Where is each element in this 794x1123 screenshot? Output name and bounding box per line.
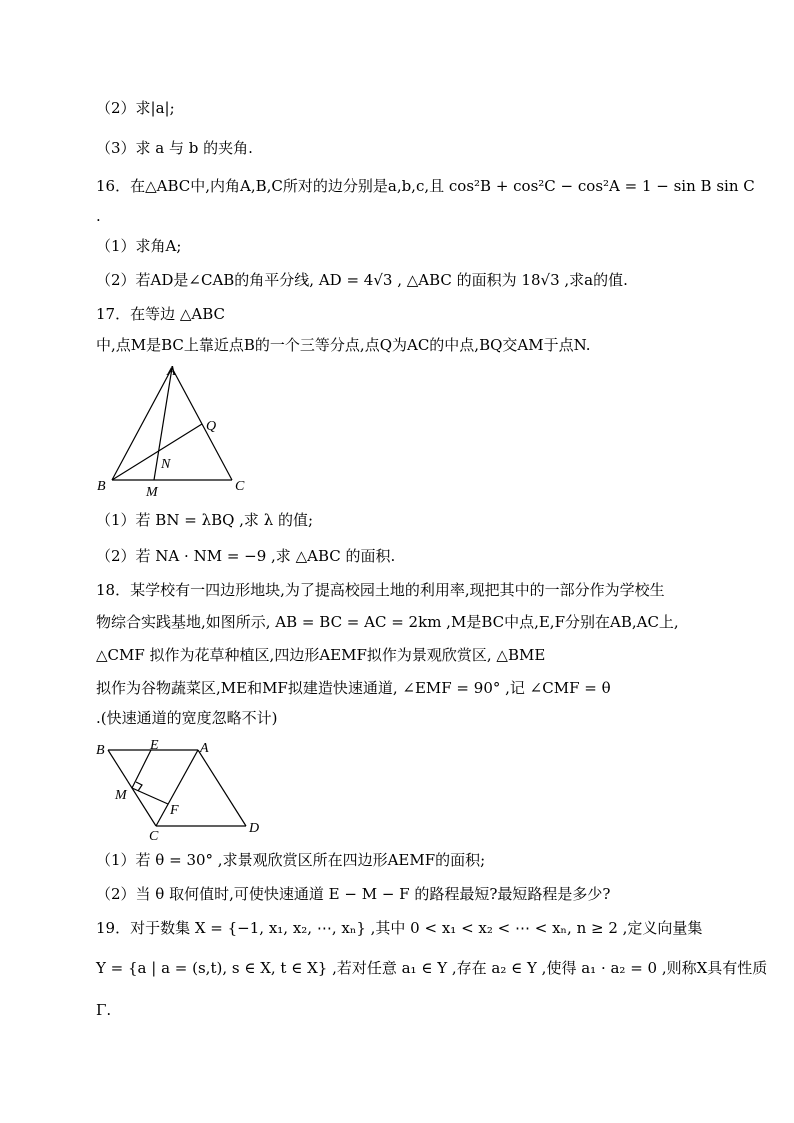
line-15-3: （3）求 a 与 b 的夹角. xyxy=(96,139,253,157)
fig1-label-M: M xyxy=(146,485,158,500)
problem-18-stem-5: .(快速通道的宽度忽略不计) xyxy=(96,709,278,727)
problem-19-stem-3: Γ. xyxy=(96,1001,112,1019)
fig2-label-F: F xyxy=(170,803,179,818)
problem-16-part2: （2）若AD是∠CAB的角平分线, AD = 4√3 , △ABC 的面积为 18√3 ,求a的值. xyxy=(96,271,628,289)
problem-16-part1: （1）求角A; xyxy=(96,237,182,255)
fig2-label-D: D xyxy=(249,821,260,836)
fig1-label-B: B xyxy=(97,479,106,494)
problem-17-part1: （1）若 BN = λBQ ,求 λ 的值; xyxy=(96,511,314,529)
fig2-label-A: A xyxy=(200,741,209,756)
problem-17-part2: （2）若 NA · NM = −9 ,求 △ABC 的面积. xyxy=(96,547,396,565)
problem-16-stem-end: . xyxy=(96,207,101,225)
problem-18-stem: 18．某学校有一四边形地块,为了提高校园土地的利用率,现把其中的一部分作为学校生 xyxy=(96,581,665,599)
triangle-figure xyxy=(94,362,254,502)
problem-18-stem-2: 物综合实践基地,如图所示, AB = BC = AC = 2km ,M是BC中点,E,F分别在AB,AC上, xyxy=(96,613,679,631)
fig2-label-C: C xyxy=(149,829,159,844)
problem-19-stem-2: Y = {a | a = (s,t), s ∈ X, t ∈ X} ,若对任意 a₁ ∈ Y ,存在 a₂ ∈ Y ,使得 a₁ · a₂ = 0 ,则称X具有性质 xyxy=(96,959,768,977)
problem-18-part2: （2）当 θ 取何值时,可使快速通道 E − M − F 的路程最短?最短路程是多少? xyxy=(96,885,611,903)
problem-19-stem: 19．对于数集 X = {−1, x₁, x₂, ⋯, xₙ} ,其中 0 < x₁ < x₂ < ⋯ < xₙ, n ≥ 2 ,定义向量集 xyxy=(96,919,703,937)
fig2-label-M: M xyxy=(115,788,127,803)
problem-17-stem-cont: 中,点M是BC上靠近点B的一个三等分点,点Q为AC的中点,BQ交AM于点N. xyxy=(96,336,591,354)
problem-18-stem-3: △CMF 拟作为花草种植区,四边形AEMF拟作为景观欣赏区, △BME xyxy=(96,646,546,664)
problem-18-part1: （1）若 θ = 30° ,求景观欣赏区所在四边形AEMF的面积; xyxy=(96,851,486,869)
problem-16-stem: 16．在△ABC中,内角A,B,C所对的边分别是a,b,c,且 cos²B + cos²C − cos²A = 1 − sin B sin C xyxy=(96,177,755,195)
line-15-2: （2）求|a|; xyxy=(96,99,175,117)
fig2-label-B: B xyxy=(96,743,105,758)
problem-17-stem: 17．在等边 △ABC xyxy=(96,305,226,323)
problem-18-stem-4: 拟作为谷物蔬菜区,ME和MF拟建造快速通道, ∠EMF = 90° ,记 ∠CMF = θ xyxy=(96,679,611,697)
quadrilateral-figure xyxy=(94,736,274,844)
fig1-label-A: A xyxy=(167,364,176,379)
fig2-label-E: E xyxy=(150,738,159,753)
fig1-label-N: N xyxy=(161,457,171,472)
fig1-label-C: C xyxy=(235,479,245,494)
fig1-label-Q: Q xyxy=(206,419,217,434)
